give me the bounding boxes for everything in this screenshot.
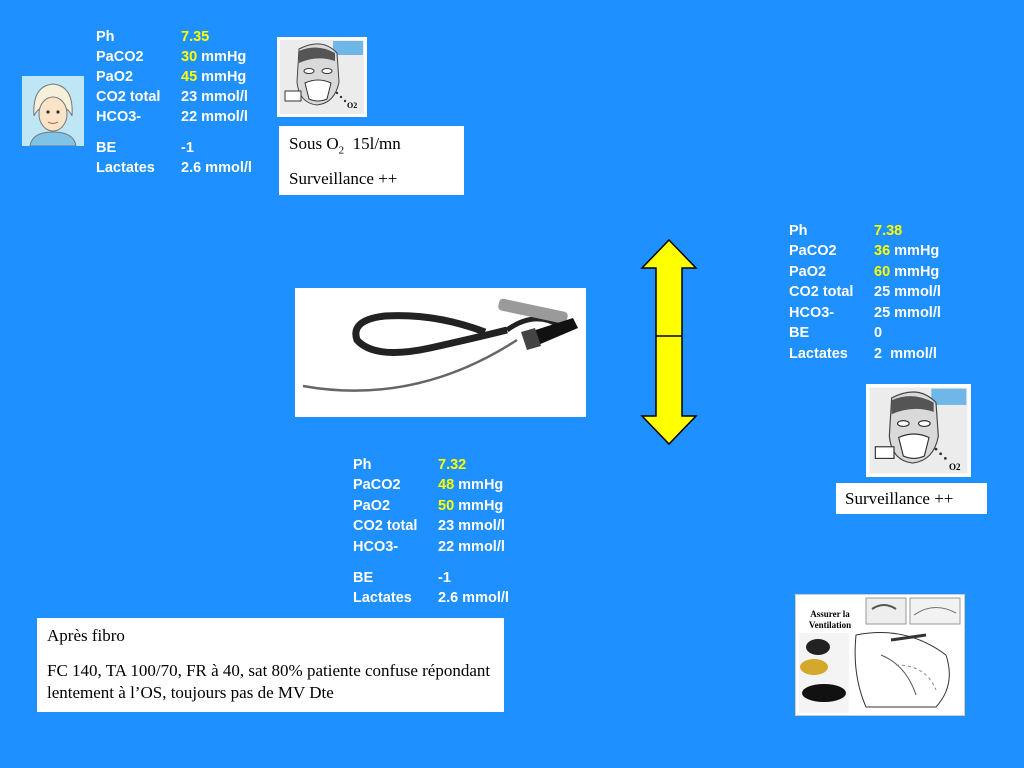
lab-value: 22 mmol/l	[181, 109, 248, 125]
lab-value: 0	[874, 325, 883, 341]
lab-unit: mmHg	[890, 264, 940, 280]
lab-unit: mmHg	[454, 477, 504, 493]
lab-unit: mmHg	[890, 243, 940, 259]
lab-value-highlight: 7.35	[181, 29, 210, 45]
lab-label: Ph	[96, 29, 115, 45]
lab-label: HCO3-	[96, 109, 142, 125]
lab-label: Ph	[353, 457, 372, 473]
lab-value: 23 mmol/l	[181, 89, 248, 105]
lab-value-highlight: 7.38	[874, 223, 903, 239]
bronchoscope-icon	[295, 288, 586, 417]
lab-unit: mmHg	[454, 498, 504, 514]
lab-value: 23 mmol/l	[438, 518, 505, 534]
lab-value	[438, 475, 503, 495]
lab-value	[181, 47, 246, 67]
oxygen-mask-image-1	[277, 37, 367, 117]
lab-label: PaCO2	[789, 243, 837, 259]
lab-label: CO2 total	[96, 89, 161, 105]
lab-value	[874, 262, 939, 282]
oxygen-mask-image-2	[866, 384, 971, 477]
after-fibro-title: Après fibro	[47, 626, 125, 645]
lab-label: BE	[789, 325, 810, 341]
o2-label: O2	[949, 462, 961, 472]
patient-avatar-icon	[22, 76, 84, 146]
note-box-1	[279, 126, 464, 195]
lab-value	[874, 221, 902, 241]
lab-value-highlight: 50	[438, 498, 455, 514]
lab-label: PaO2	[789, 264, 827, 280]
lab-label: PaCO2	[96, 49, 144, 65]
bronchoscope-image	[295, 288, 586, 417]
lab-value: 25 mmol/l	[874, 284, 941, 300]
lab-label: HCO3-	[789, 305, 835, 321]
lab-label: PaCO2	[353, 477, 401, 493]
oxygen-flow-subscript: 2	[338, 144, 345, 157]
lab-unit: mmHg	[197, 49, 247, 65]
lab-unit: mmHg	[197, 69, 247, 85]
lab-value-highlight: 45	[181, 69, 198, 85]
lab-value: 2 mmol/l	[874, 346, 937, 362]
lab-value-highlight: 30	[181, 49, 198, 65]
lab-label: Lactates	[96, 160, 155, 176]
patient-avatar	[22, 76, 84, 146]
lab-label: HCO3-	[353, 539, 399, 555]
clinical-status-text: FC 140, TA 100/70, FR à 40, sat 80% patiente confuse répondant lentement à l’OS, toujours pas de MV Dte	[47, 661, 491, 702]
lab-label: BE	[96, 140, 117, 156]
ventilation-caption: Assurer la Ventilation	[808, 609, 852, 630]
surveillance-text-2: Surveillance ++	[845, 489, 954, 508]
lab-label: BE	[353, 570, 374, 586]
lab-label: Lactates	[353, 590, 412, 606]
lab-value-highlight: 7.32	[438, 457, 467, 473]
note-box-3	[37, 618, 504, 712]
lab-value: 2.6 mmol/l	[438, 590, 509, 606]
lab-value: -1	[181, 140, 194, 156]
ventilation-image	[795, 594, 965, 716]
lab-value	[438, 455, 466, 475]
lab-value: 2.6 mmol/l	[181, 160, 252, 176]
o2-label: O2	[347, 101, 358, 110]
lab-value: 25 mmol/l	[874, 305, 941, 321]
lab-value	[181, 27, 209, 47]
lab-value	[874, 241, 939, 261]
oxygen-flow-text	[289, 134, 401, 156]
lab-label: CO2 total	[353, 518, 418, 534]
oxygen-flow-prefix: Sous O	[289, 134, 339, 153]
lab-value-highlight: 48	[438, 477, 455, 493]
lab-label: Lactates	[789, 346, 848, 362]
lab-label: PaO2	[353, 498, 391, 514]
lab-label: PaO2	[96, 69, 134, 85]
lab-value-highlight: 36	[874, 243, 891, 259]
note-box-2	[836, 483, 987, 514]
surveillance-text-1: Surveillance ++	[289, 169, 398, 188]
lab-value: -1	[438, 570, 451, 586]
double-arrow-icon	[640, 238, 698, 446]
lab-label: Ph	[789, 223, 808, 239]
oxygen-flow-rate: 15l/mn	[344, 134, 401, 153]
lab-value: 22 mmol/l	[438, 539, 505, 555]
lab-label: CO2 total	[789, 284, 854, 300]
lab-value-highlight: 60	[874, 264, 891, 280]
lab-value	[181, 67, 246, 87]
lab-value	[438, 496, 503, 516]
